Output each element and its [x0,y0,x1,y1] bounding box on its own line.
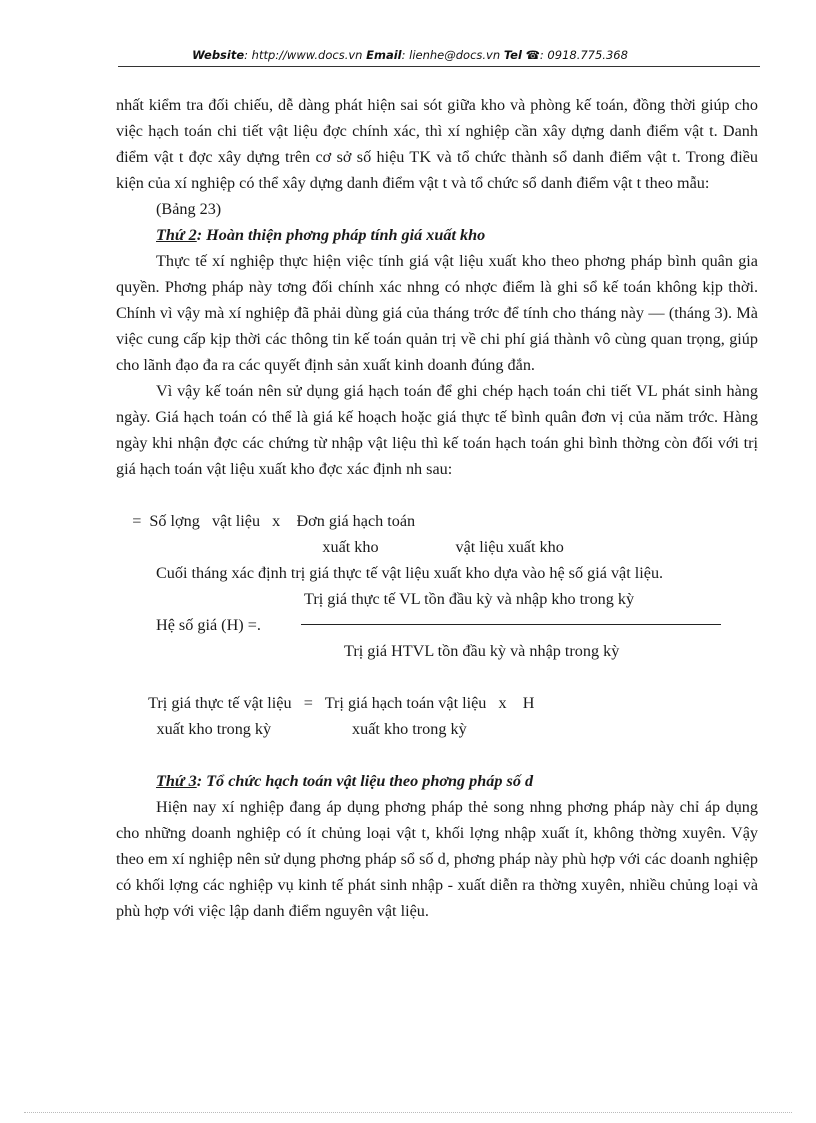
email-label: Email [366,48,402,62]
fraction-numerator: Trị giá thực tế VL tồn đầu kỳ và nhập kho trong kỳ [304,590,635,608]
header-divider [118,66,760,67]
fraction-denominator: Trị giá HTVL tồn đầu kỳ và nhập trong kỳ [344,642,620,660]
formula2-line-1: Trị giá thực tế vật liệu = Trị giá hạch toán vật liệu x H [116,694,535,712]
website-value[interactable]: : http://www.docs.vn [244,48,363,62]
formula2-line-2: xuất kho trong kỳ xuất kho trong kỳ [116,720,467,738]
paragraph-month-end: Cuối tháng xác định trị giá thực tế vật liệu xuất kho dựa vào hệ số giá vật liệu. [156,564,664,582]
paragraph-intro: nhất kiểm tra đối chiếu, dễ dàng phát hiện sai sót giữa kho và phòng kế toán, đồng thời giúp cho việc hạch toán chi tiết vật liệu đợc chính xác, thì xí nghiệp cần xây dựng danh điểm vật t. Danh điểm vật t đợc xây dựng trên cơ sở số hiệu TK và tổ chức thành sổ danh điểm vật t. Trong điều kiện của xí nghiệp có thể xây dựng danh điểm vật t và tổ chức sổ danh điểm vật t theo mẫu: [116,96,758,192]
heading-2-label: Thứ 2 [156,226,197,244]
formula-export-value [116,508,758,560]
section-heading-3 [116,768,758,794]
price-coefficient-formula [116,586,758,664]
website-label: Website [192,48,245,62]
paragraph-accounting-price: Vì vậy kế toán nên sử dụng giá hạch toán để ghi chép hạch toán chi tiết VL phát sinh hàng ngày. Giá hạch toán có thể là giá kế hoạch hoặc giá thực tế bình quân đơn vị của năm trớc. Hàng ngày khi nhận đợc các chứng từ nhập vật liệu thì kế toán hạch toán ghi bình thờng còn đối với trị giá hạch toán vật liệu xuất kho đợc xác định nh sau: [116,382,758,478]
heading-3-label: Thứ 3 [156,772,197,790]
formula-line-1: = Số lợng vật liệu x Đơn giá hạch toán [116,512,416,530]
fraction-bar [301,624,721,625]
phone-icon: ☎ [525,48,540,62]
spacer [116,664,758,690]
table-reference: (Bảng 23) [156,200,222,218]
page-header [150,48,670,62]
email-value[interactable]: : lienhe@docs.vn [401,48,501,62]
paragraph-pricing-method: Thực tế xí nghiệp thực hiện việc tính giá vật liệu xuất kho theo phơng pháp bình quân gia quyền. Phơng pháp này tơng đối chính xác nhng có nhợc điểm là ghi sổ kế toán không kịp thời. Chính vì vậy mà xí nghiệp đã phải dùng giá của tháng trớc để tính cho tháng này — (tháng 3). Mà việc cung cấp kịp thời các thông tin kế toán quản trị về chi phí giá thành vô cùng quan trọng, giúp cho lãnh đạo đa ra các quyết định sản xuất kinh doanh đúng đắn. [116,252,758,374]
footer-divider [24,1112,792,1113]
tel-value: : 0918.775.368 [539,48,628,62]
heading-2-text: : Hoàn thiện phơng pháp tính giá xuất kho [196,226,486,244]
formula-line-2: xuất kho vật liệu xuất kho [116,538,564,556]
paragraph-balance-method: Hiện nay xí nghiệp đang áp dụng phơng pháp thẻ song nhng phơng pháp này chỉ áp dụng cho những doanh nghiệp có ít chủng loại vật t, khối lợng nhập xuất ít, không thờng xuyên. Vậy theo em xí nghiệp nên sử dụng phơng pháp sổ số d, phơng pháp này phù hợp với các doanh nghiệp có khối lợng các nghiệp vụ kinh tế phát sinh nhập - xuất diễn ra thờng xuyên, nhiều chủng loại và phù hợp với việc lập danh điểm nguyên vật liệu. [116,798,758,920]
heading-3-text: : Tổ chức hạch toán vật liệu theo phơng pháp số d [196,772,534,790]
spacer [116,482,758,508]
document-body [116,92,758,924]
tel-label: Tel [503,48,522,62]
section-heading-2 [116,222,758,248]
spacer [116,742,758,768]
formula-actual-value [116,690,758,742]
fraction-label: Hệ số giá (H) =. [156,616,261,634]
